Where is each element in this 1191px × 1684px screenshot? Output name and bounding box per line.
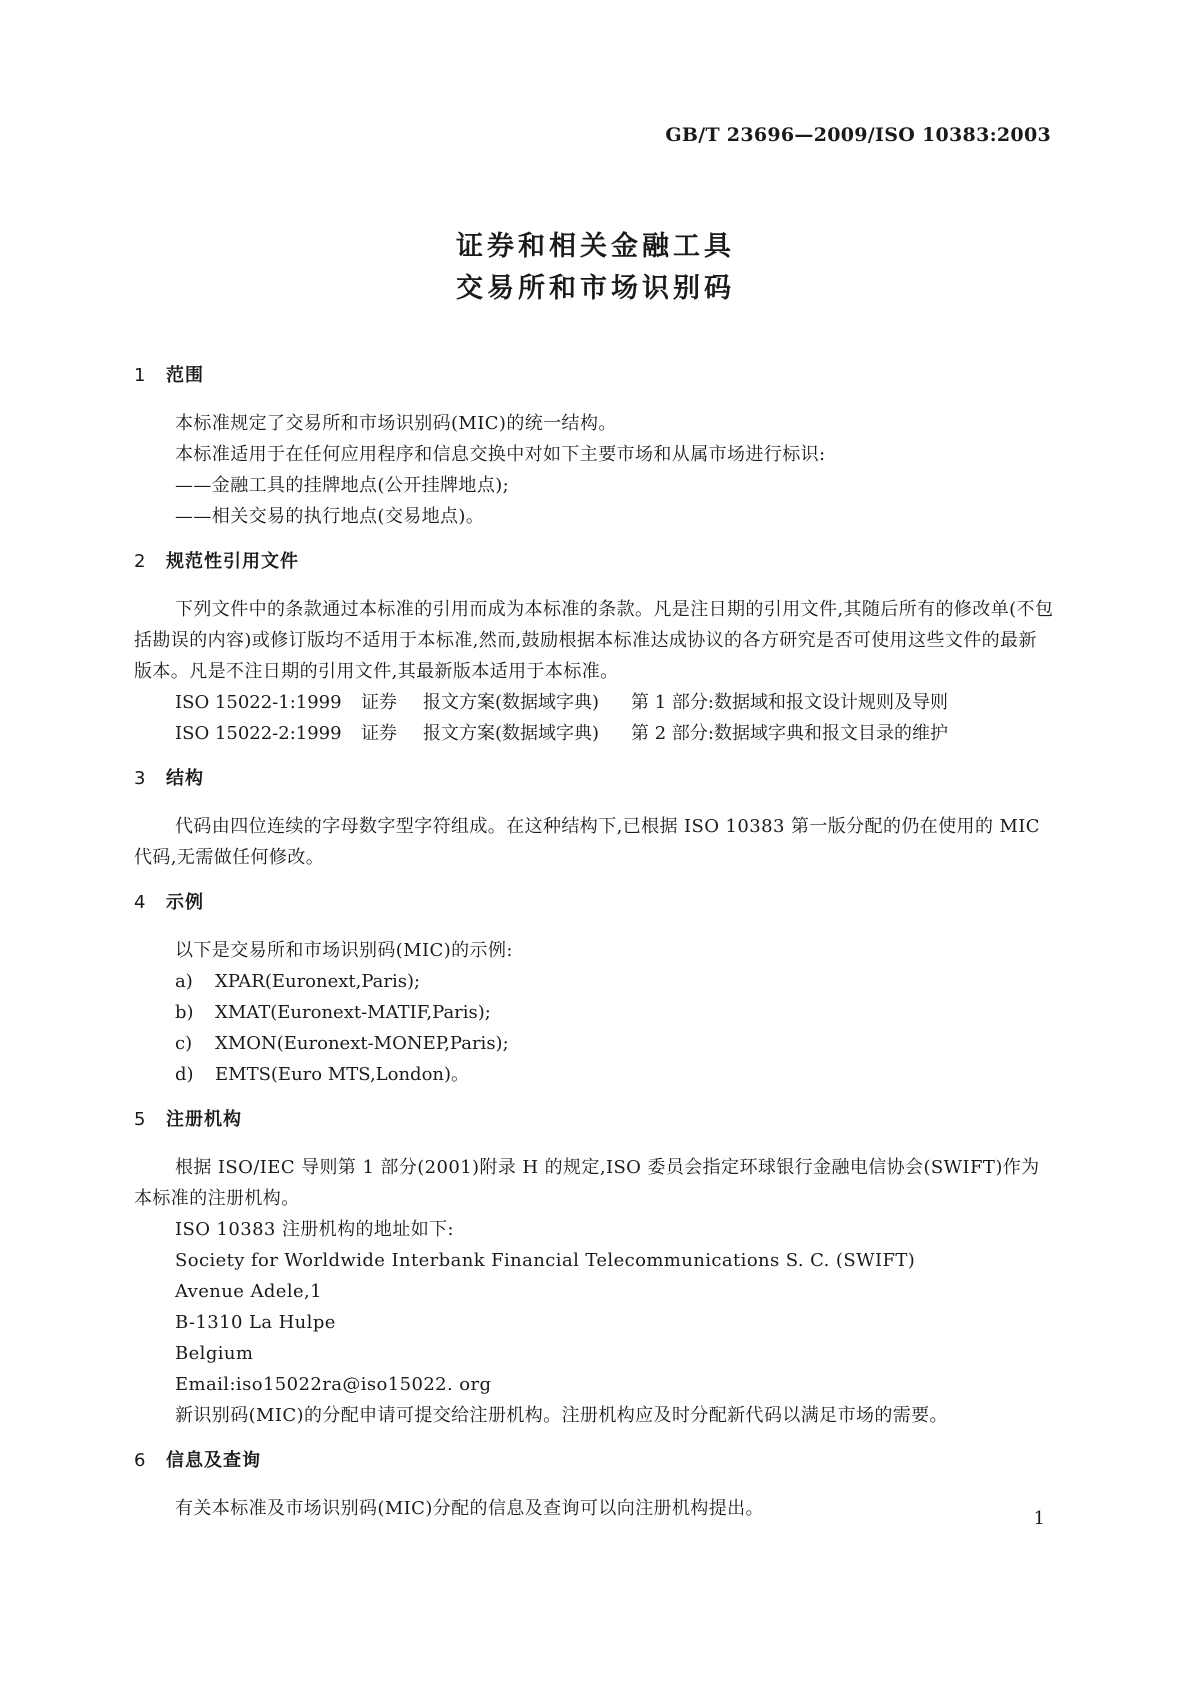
section-number: 2 xyxy=(134,551,146,572)
list-text: XMAT(Euronext-MATIF,Paris); xyxy=(215,1002,491,1023)
dash-item: ——金融工具的挂牌地点(公开挂牌地点); xyxy=(175,475,510,496)
paragraph: 根据 ISO/IEC 导则第 1 部分(2001)附录 H 的规定,ISO 委员会指定环球银行金融电信协会(SWIFT)作为本标准的注册机构。 xyxy=(134,1157,1040,1209)
reference-code: ISO 15022-1:1999 xyxy=(175,692,342,713)
reference-row xyxy=(134,687,1054,718)
paragraph: 新识别码(MIC)的分配申请可提交给注册机构。注册机构应及时分配新代码以满足市场的需要。 xyxy=(175,1405,948,1426)
section-body-examples xyxy=(134,935,1054,1090)
section-heading-scope xyxy=(134,356,1054,396)
paragraph: 代码由四位连续的字母数字型字符组成。在这种结构下,已根据 ISO 10383 第一版分配的仍在使用的 MIC 代码,无需做任何修改。 xyxy=(134,816,1040,868)
title-line-1: 证券和相关金融工具 xyxy=(456,231,735,262)
section-body-structure xyxy=(134,811,1054,873)
list-label: a) xyxy=(175,971,193,992)
section-title: 信息及查询 xyxy=(166,1450,261,1471)
section-heading-normative-references xyxy=(134,542,1054,582)
title-line-2: 交易所和市场识别码 xyxy=(456,273,735,304)
section-number: 5 xyxy=(134,1109,146,1130)
section-number: 3 xyxy=(134,768,146,789)
list-item xyxy=(134,1059,1054,1090)
section-number: 4 xyxy=(134,892,146,913)
section-body-information xyxy=(134,1493,1054,1524)
reference-category: 证券 xyxy=(361,692,397,713)
section-title: 范围 xyxy=(166,365,204,386)
reference-scheme: 报文方案(数据域字典) xyxy=(423,723,600,744)
reference-code: ISO 15022-2:1999 xyxy=(175,723,342,744)
page-number: 1 xyxy=(1033,1508,1045,1529)
list-item xyxy=(134,966,1054,997)
paragraph: 本标准规定了交易所和市场识别码(MIC)的统一结构。 xyxy=(175,413,617,434)
address-line: Belgium xyxy=(175,1343,254,1364)
address-line: Society for Worldwide Interbank Financial Telecommunications S. C. (SWIFT) xyxy=(175,1250,916,1271)
list-text: XMON(Euronext-MONEP,Paris); xyxy=(215,1033,509,1054)
section-heading-examples xyxy=(134,883,1054,923)
section-body-scope xyxy=(134,408,1054,532)
section-heading-registration-authority xyxy=(134,1100,1054,1140)
reference-part: 第 2 部分:数据域字典和报文目录的维护 xyxy=(631,723,948,744)
section-heading-structure xyxy=(134,759,1054,799)
paragraph: 有关本标准及市场识别码(MIC)分配的信息及查询可以向注册机构提出。 xyxy=(175,1498,764,1519)
section-number: 1 xyxy=(134,365,146,386)
document-title xyxy=(0,226,1191,310)
reference-scheme: 报文方案(数据域字典) xyxy=(423,692,600,713)
address-line: B-1310 La Hulpe xyxy=(175,1312,336,1333)
reference-part: 第 1 部分:数据域和报文设计规则及导则 xyxy=(631,692,948,713)
list-label: d) xyxy=(175,1064,194,1085)
section-heading-information xyxy=(134,1441,1054,1481)
address-line: ISO 10383 注册机构的地址如下: xyxy=(175,1219,454,1240)
section-title: 注册机构 xyxy=(166,1109,242,1130)
document-body xyxy=(134,356,1054,1524)
paragraph: 以下是交易所和市场识别码(MIC)的示例: xyxy=(175,940,513,961)
paragraph: 本标准适用于在任何应用程序和信息交换中对如下主要市场和从属市场进行标识: xyxy=(175,444,826,465)
dash-item: ——相关交易的执行地点(交易地点)。 xyxy=(175,506,485,527)
section-number: 6 xyxy=(134,1450,146,1471)
list-label: b) xyxy=(175,1002,194,1023)
section-title: 结构 xyxy=(166,768,204,789)
email-line: Email:iso15022ra@iso15022. org xyxy=(175,1374,492,1395)
list-text: EMTS(Euro MTS,London)。 xyxy=(215,1064,470,1085)
address-line: Avenue Adele,1 xyxy=(175,1281,323,1302)
standard-id: GB/T 23696—2009/ISO 10383:2003 xyxy=(665,124,1051,146)
list-item xyxy=(134,997,1054,1028)
list-label: c) xyxy=(175,1033,193,1054)
section-body-normative-references xyxy=(134,594,1054,749)
paragraph: 下列文件中的条款通过本标准的引用而成为本标准的条款。凡是注日期的引用文件,其随后所有的修改单(不包括勘误的内容)或修订版均不适用于本标准,然而,鼓励根据本标准达成协议的各方研究是否可使用这些文件的最新版本。凡是不注日期的引用文件,其最新版本适用于本标准。 xyxy=(134,599,1054,682)
list-text: XPAR(Euronext,Paris); xyxy=(215,971,421,992)
reference-row xyxy=(134,718,1054,749)
section-title: 规范性引用文件 xyxy=(166,551,299,572)
reference-category: 证券 xyxy=(361,723,397,744)
section-body-registration-authority xyxy=(134,1152,1054,1431)
section-title: 示例 xyxy=(166,892,204,913)
list-item xyxy=(134,1028,1054,1059)
